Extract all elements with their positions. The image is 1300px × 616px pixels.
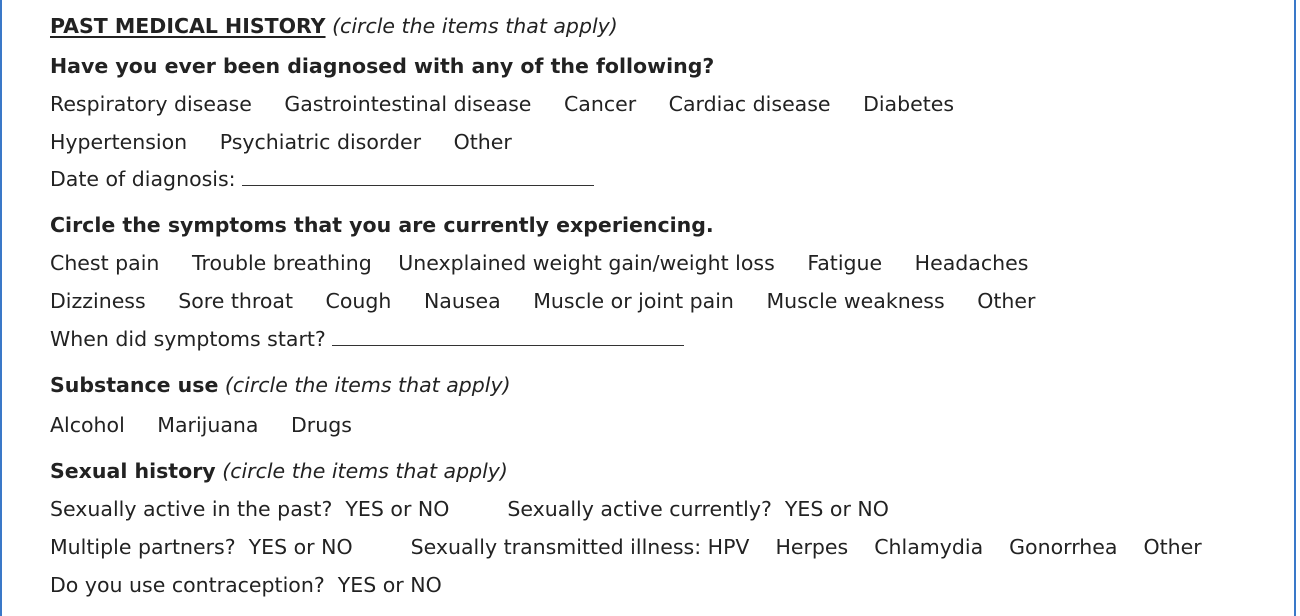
symptoms-start-field[interactable] bbox=[332, 327, 684, 346]
symptom-option[interactable]: Fatigue bbox=[807, 251, 883, 275]
partners-label: Multiple partners? bbox=[50, 535, 236, 559]
substance-header bbox=[50, 372, 511, 398]
symptom-option[interactable]: Nausea bbox=[423, 289, 501, 313]
substance-title: Substance use bbox=[50, 373, 219, 397]
symptom-option[interactable]: Sore throat bbox=[178, 289, 294, 313]
symptom-option[interactable]: Dizziness bbox=[50, 289, 146, 313]
symptom-option[interactable]: Trouble breathing bbox=[191, 251, 372, 275]
sti-option[interactable]: Chlamydia bbox=[874, 535, 984, 559]
diagnosis-option[interactable]: Other bbox=[453, 130, 512, 154]
symptom-option[interactable]: Cough bbox=[325, 289, 392, 313]
date-of-diagnosis-label: Date of diagnosis: bbox=[50, 167, 236, 191]
sexual-history-title: Sexual history bbox=[50, 459, 216, 483]
contraception-label: Do you use contraception? bbox=[50, 573, 325, 597]
symptoms-options-row-1 bbox=[50, 250, 1028, 276]
diagnosis-question: Have you ever been diagnosed with any of the following? bbox=[50, 54, 715, 78]
diagnosis-option[interactable]: Respiratory disease bbox=[50, 92, 252, 116]
symptom-option[interactable]: Unexplained weight gain/weight loss bbox=[398, 251, 775, 275]
current-activity-yes-no[interactable]: YES or NO bbox=[784, 497, 889, 521]
substance-option[interactable]: Marijuana bbox=[157, 413, 259, 437]
diagnosis-option[interactable]: Diabetes bbox=[863, 92, 955, 116]
symptom-option[interactable]: Muscle or joint pain bbox=[533, 289, 734, 313]
substance-option[interactable]: Alcohol bbox=[50, 413, 125, 437]
date-of-diagnosis-field[interactable] bbox=[242, 167, 594, 186]
diagnosis-option[interactable]: Psychiatric disorder bbox=[219, 130, 422, 154]
substance-instruction: (circle the items that apply) bbox=[224, 373, 511, 397]
section-instruction: (circle the items that apply) bbox=[332, 14, 618, 38]
pmh-header bbox=[50, 13, 618, 39]
symptoms-start-row bbox=[50, 326, 684, 352]
symptoms-options-row-2 bbox=[50, 288, 1035, 314]
symptom-option[interactable]: Other bbox=[977, 289, 1036, 313]
symptoms-question: Circle the symptoms that you are currently experiencing. bbox=[50, 213, 714, 237]
diagnosis-options-row-1 bbox=[50, 91, 954, 117]
diagnosis-option[interactable]: Hypertension bbox=[50, 130, 188, 154]
sti-option[interactable]: Other bbox=[1143, 535, 1202, 559]
sti-option[interactable]: Gonorrhea bbox=[1009, 535, 1118, 559]
sti-hpv-option[interactable]: Sexually transmitted illness: HPV bbox=[410, 535, 750, 559]
past-activity-yes-no[interactable]: YES or NO bbox=[345, 497, 450, 521]
sexual-activity-row bbox=[50, 496, 889, 522]
contraception-yes-no[interactable]: YES or NO bbox=[337, 573, 442, 597]
diagnosis-option[interactable]: Cancer bbox=[563, 92, 637, 116]
section-title: PAST MEDICAL HISTORY bbox=[50, 14, 326, 38]
sexual-history-header bbox=[50, 458, 508, 484]
symptom-option[interactable]: Headaches bbox=[914, 251, 1029, 275]
symptoms-start-label: When did symptoms start? bbox=[50, 327, 326, 351]
past-activity-label: Sexually active in the past? bbox=[50, 497, 333, 521]
diagnosis-option[interactable]: Gastrointestinal disease bbox=[284, 92, 532, 116]
substance-option[interactable]: Drugs bbox=[291, 413, 352, 437]
contraception-row bbox=[50, 572, 442, 598]
symptom-option[interactable]: Chest pain bbox=[50, 251, 160, 275]
substance-options bbox=[50, 412, 352, 438]
sexual-history-instruction: (circle the items that apply) bbox=[222, 459, 508, 483]
sti-option[interactable]: Herpes bbox=[775, 535, 849, 559]
current-activity-label: Sexually active currently? bbox=[507, 497, 772, 521]
date-of-diagnosis-row bbox=[50, 166, 594, 192]
diagnosis-options-row-2 bbox=[50, 129, 512, 155]
partners-yes-no[interactable]: YES or NO bbox=[248, 535, 353, 559]
diagnosis-option[interactable]: Cardiac disease bbox=[668, 92, 831, 116]
partners-sti-row bbox=[50, 534, 1202, 560]
symptom-option[interactable]: Muscle weakness bbox=[766, 289, 945, 313]
